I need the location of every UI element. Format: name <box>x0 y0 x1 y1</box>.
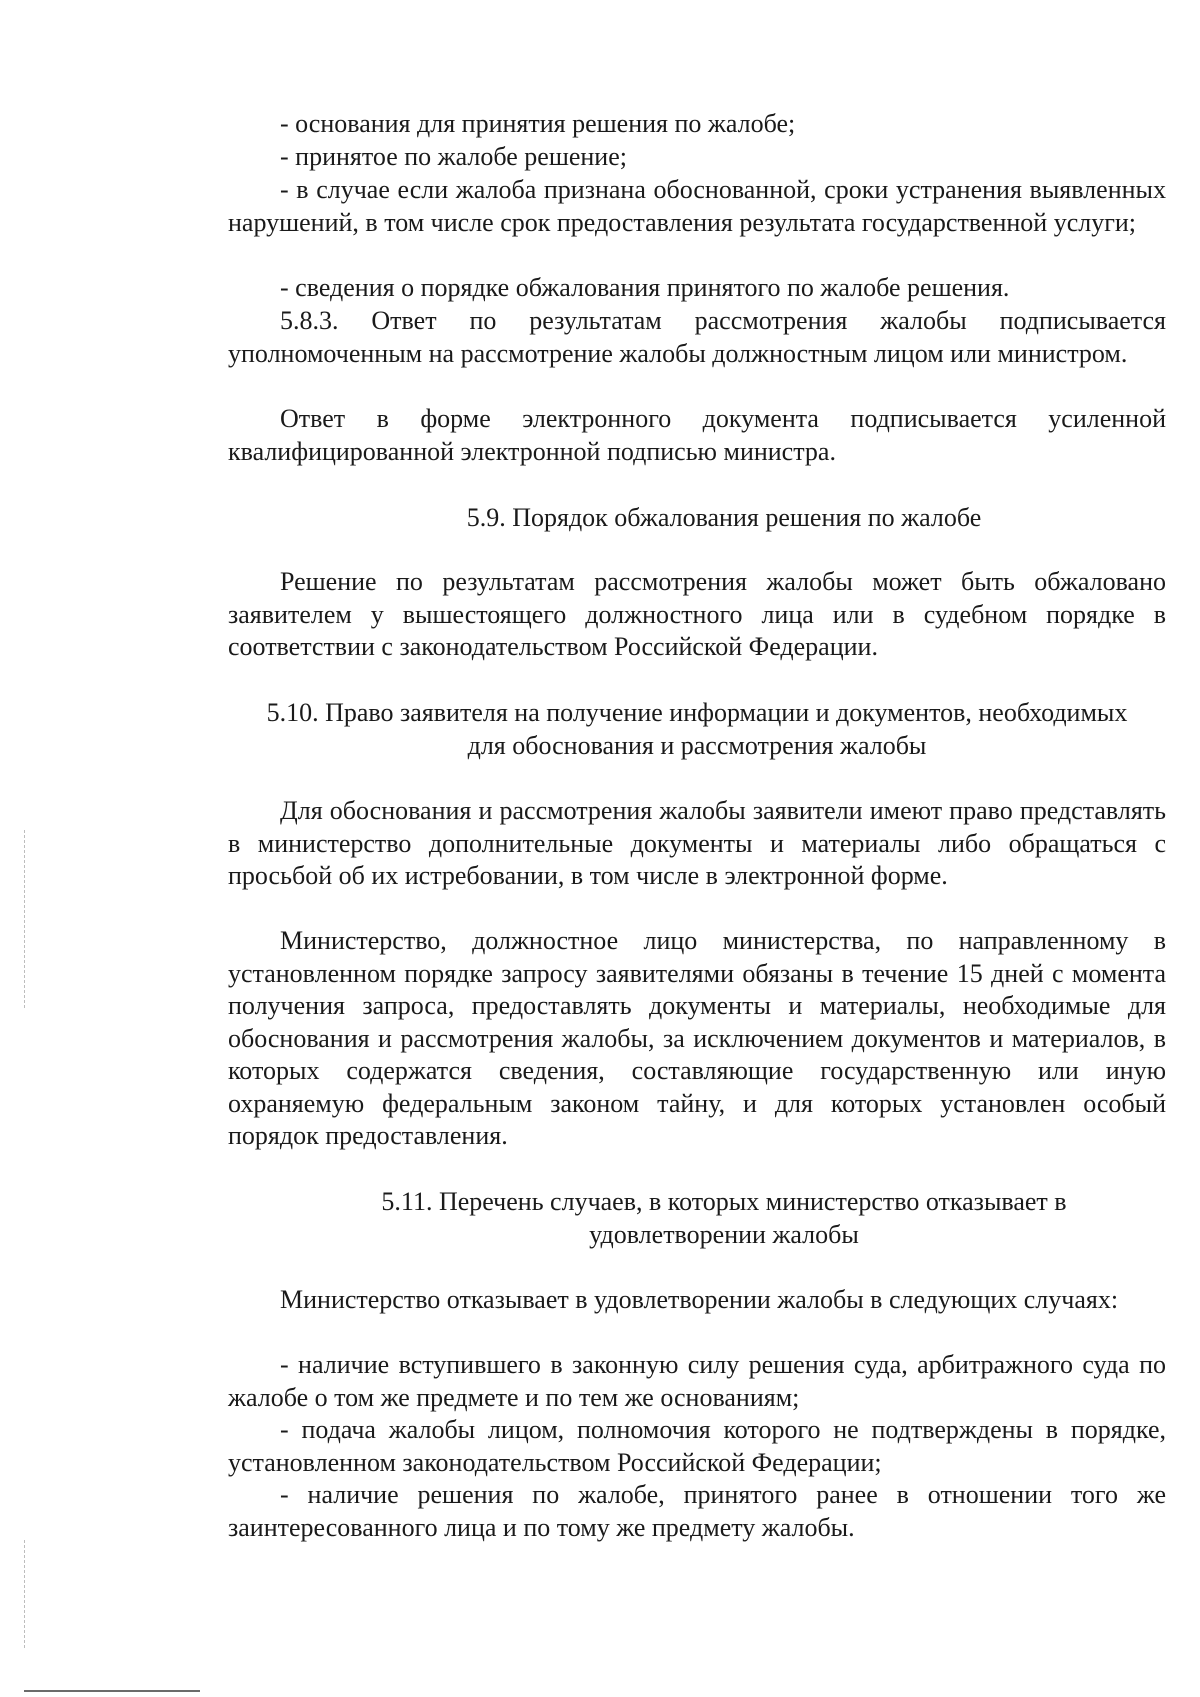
list-item: - сведения о порядке обжалования принятого по жалобе решения. <box>280 273 1010 302</box>
list-item: - принятое по жалобе решение; <box>280 142 627 171</box>
list-item: - подача жалобы лицом, полномочия которого не подтверждены в порядке, установленном законодательством Российской Федерации; <box>228 1415 1166 1477</box>
heading-line: для обоснования и рассмотрения жалобы <box>467 730 927 760</box>
list-item: - наличие вступившего в законную силу решения суда, арбитражного суда по жалобе о том же предмете и по тем же основаниям; <box>228 1350 1166 1412</box>
margin-scan-line <box>24 830 25 1010</box>
paragraph-5-10-a: Для обоснования и рассмотрения жалобы заявители имеют право представлять в министерство дополнительные документы и материалы либо обращаться с просьбой об их истребовании, в том числе в электронной форме. <box>228 796 1166 890</box>
paragraph-5-8-3: 5.8.3. Ответ по результатам рассмотрения жалобы подписывается уполномоченным на рассмотрение жалобы должностным лицом или министром. <box>228 306 1166 368</box>
list-item: - наличие решения по жалобе, принятого ранее в отношении того же заинтересованного лица и по тому же предмету жалобы. <box>228 1480 1166 1542</box>
heading-line: удовлетворении жалобы <box>589 1219 859 1249</box>
section-heading-5-9: 5.9. Порядок обжалования решения по жалобе <box>466 503 982 532</box>
paragraph-5-11: Министерство отказывает в удовлетворении жалобы в следующих случаях: <box>280 1285 1119 1314</box>
list-item: - основания для принятия решения по жалобе; <box>280 109 796 138</box>
section-heading-5-10 <box>228 697 1166 762</box>
section-heading-5-11 <box>282 1186 1166 1251</box>
list-item: - в случае если жалоба признана обоснованной, сроки устранения выявленных нарушений, в том числе срок предоставления результата государственной услуги; <box>228 175 1166 237</box>
margin-scan-line <box>24 1540 25 1650</box>
paragraph-5-10-b: Министерство, должностное лицо министерства, по направленному в установленном порядке запросу заявителями обязаны в течение 15 дней с момента получения запроса, предоставлять документы и материалы, необходимые для обоснования и рассмотрения жалобы, за исключением документов и материалов, в которых содержатся сведения, составляющие государственную или иную охраняемую федеральным законом тайну, и для которых установлен особый порядок предоставления. <box>228 926 1166 1150</box>
heading-line: 5.10. Право заявителя на получение информации и документов, необходимых <box>266 698 1128 727</box>
footnote-separator <box>24 1690 200 1692</box>
paragraph-electronic-signature: Ответ в форме электронного документа подписывается усиленной квалифицированной электронной подписью министра. <box>228 404 1166 466</box>
paragraph-5-9: Решение по результатам рассмотрения жалобы может быть обжаловано заявителем у вышестоящего должностного лица или в судебном порядке в соответствии с законодательством Российской Федерации. <box>228 567 1166 661</box>
heading-line: 5.11. Перечень случаев, в которых министерство отказывает в <box>381 1187 1067 1216</box>
